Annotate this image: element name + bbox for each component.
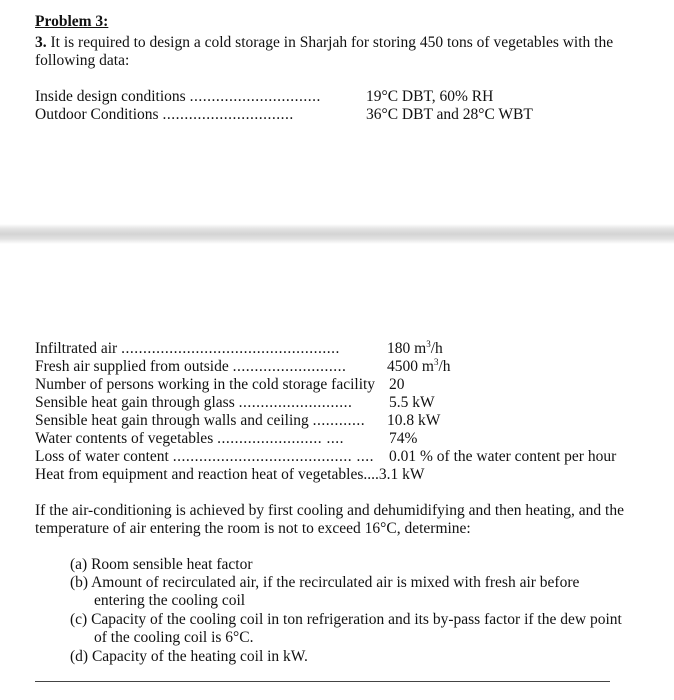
condition-value: 19°C DBT, 60% RH: [366, 88, 494, 105]
condition-row: [35, 106, 294, 124]
leader-dots: ..................................................: [121, 340, 340, 357]
determine-paragraph: If the air-conditioning is achieved by first cooling and dehumidifying and then heating, and the temperature of air entering the room is not to exceed 16°C, determine:: [35, 502, 624, 537]
data-label: Loss of water content: [35, 448, 169, 465]
bottom-rule: [35, 681, 610, 682]
data-row: [35, 430, 344, 448]
question-item: (c) Capacity of the cooling coil in ton refrigeration and its by-pass factor if the dew point of the cooling coil is 6°C.: [70, 611, 622, 646]
leader-dots: ..........................: [232, 358, 347, 375]
data-row: [35, 448, 374, 466]
condition-row: [35, 88, 321, 106]
leader-dots: ..............................: [162, 106, 294, 123]
problem-statement: [35, 34, 635, 70]
data-row: [35, 376, 375, 394]
question-item: (a) Room sensible heat factor: [70, 556, 253, 573]
data-row: [35, 466, 425, 484]
leader-dots: ........................ ....: [217, 430, 344, 447]
data-row: [35, 358, 346, 376]
data-value: 10.8 kW: [387, 412, 441, 429]
data-value: 4500 $m^3/h$: [387, 357, 451, 375]
data-row: [35, 340, 340, 358]
leader-dots: ............: [312, 412, 366, 429]
problem-title: Problem 3:: [35, 13, 109, 30]
data-label: Sensible heat gain through glass: [35, 394, 235, 411]
question-item: (b) Amount of recirculated air, if the recirculated air is mixed with fresh air before entering the cooling coil: [70, 574, 580, 609]
data-value: 0.01 % of the water content per hour: [389, 448, 617, 465]
data-label: Sensible heat gain through walls and ceiling: [35, 412, 309, 429]
data-value: 20: [389, 376, 405, 393]
condition-label: Outdoor Conditions: [35, 106, 159, 123]
data-label: Number of persons working in the cold storage facility: [35, 376, 376, 393]
problem-number: 3.: [35, 34, 47, 51]
data-value: 180 $m^3/h$: [387, 339, 443, 357]
problem-statement-text: It is required to design a cold storage in Sharjah for storing 450 tons of vegetables with the following data:: [35, 34, 614, 69]
leader-dots: ..........................: [238, 394, 353, 411]
condition-label: Inside design conditions: [35, 88, 186, 105]
data-row: [35, 394, 352, 412]
data-label: Fresh air supplied from outside: [35, 358, 229, 375]
data-value: 74%: [389, 430, 418, 447]
condition-value: 36°C DBT and 28°C WBT: [366, 106, 533, 123]
data-value: 5.5 kW: [389, 394, 435, 411]
page-divider: [0, 224, 674, 244]
leader-dots: ..............................: [189, 88, 321, 105]
data-label: Water contents of vegetables: [35, 430, 214, 447]
data-label: Heat from equipment and reaction heat of vegetables....3.1 kW: [35, 466, 425, 483]
question-item: (d) Capacity of the heating coil in kW.: [70, 648, 308, 665]
data-label: Infiltrated air: [35, 340, 118, 357]
leader-dots: ......................................... ....: [172, 448, 374, 465]
data-row: [35, 412, 365, 430]
